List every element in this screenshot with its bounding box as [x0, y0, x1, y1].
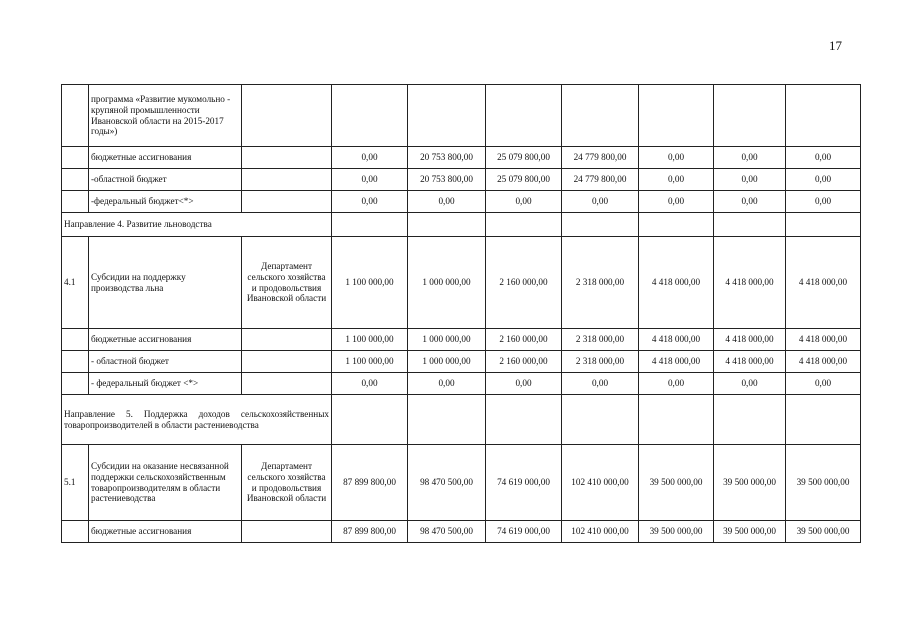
- empty-cell: [332, 85, 408, 147]
- value-cell: 4 418 000,00: [639, 329, 714, 351]
- empty-cell: [714, 213, 786, 237]
- value-cell: 98 470 500,00: [408, 521, 486, 543]
- value-cell: 0,00: [408, 191, 486, 213]
- empty-cell: [786, 213, 861, 237]
- table-row: [62, 395, 861, 445]
- value-cell: 0,00: [332, 169, 408, 191]
- table-row: [62, 521, 861, 543]
- executor-cell: [242, 147, 332, 169]
- row-number: 4.1: [62, 237, 89, 329]
- value-cell: 2 160 000,00: [486, 237, 562, 329]
- value-cell: 1 100 000,00: [332, 351, 408, 373]
- value-cell: 102 410 000,00: [562, 521, 639, 543]
- table-row: [62, 329, 861, 351]
- table-row: [62, 373, 861, 395]
- number-cell: [62, 373, 89, 395]
- empty-cell: [408, 213, 486, 237]
- empty-cell: [332, 213, 408, 237]
- table-row: [62, 191, 861, 213]
- value-cell: 2 318 000,00: [562, 237, 639, 329]
- value-cell: 0,00: [332, 191, 408, 213]
- number-cell: [62, 521, 89, 543]
- row-label: программа «Развитие мукомольно - крупяной промышленности Ивановской области на 2015-2017 годы»): [89, 85, 242, 147]
- row-label: бюджетные ассигнования: [89, 521, 242, 543]
- value-cell: 0,00: [786, 169, 861, 191]
- executor-cell: [242, 85, 332, 147]
- empty-cell: [486, 395, 562, 445]
- value-cell: 0,00: [714, 191, 786, 213]
- value-cell: 0,00: [332, 147, 408, 169]
- value-cell: 0,00: [562, 191, 639, 213]
- value-cell: 0,00: [408, 373, 486, 395]
- value-cell: 0,00: [714, 373, 786, 395]
- value-cell: 4 418 000,00: [714, 351, 786, 373]
- row-label: -федеральный бюджет<*>: [89, 191, 242, 213]
- value-cell: 74 619 000,00: [486, 521, 562, 543]
- value-cell: 87 899 800,00: [332, 445, 408, 521]
- value-cell: 0,00: [714, 169, 786, 191]
- executor-cell: Департамент сельского хозяйства и продовольствия Ивановской области: [242, 237, 332, 329]
- row-label: бюджетные ассигнования: [89, 147, 242, 169]
- empty-cell: [562, 85, 639, 147]
- value-cell: 4 418 000,00: [714, 329, 786, 351]
- number-cell: [62, 329, 89, 351]
- executor-cell: [242, 191, 332, 213]
- value-cell: 1 100 000,00: [332, 237, 408, 329]
- row-label: - федеральный бюджет <*>: [89, 373, 242, 395]
- empty-cell: [486, 213, 562, 237]
- value-cell: 0,00: [639, 373, 714, 395]
- value-cell: 0,00: [486, 373, 562, 395]
- row-label: -областной бюджет: [89, 169, 242, 191]
- number-cell: [62, 351, 89, 373]
- number-cell: [62, 85, 89, 147]
- value-cell: 4 418 000,00: [714, 237, 786, 329]
- value-cell: 0,00: [639, 147, 714, 169]
- executor-cell: Департамент сельского хозяйства и продовольствия Ивановской области: [242, 445, 332, 521]
- number-cell: [62, 191, 89, 213]
- value-cell: 0,00: [786, 373, 861, 395]
- value-cell: 1 000 000,00: [408, 329, 486, 351]
- value-cell: 24 779 800,00: [562, 147, 639, 169]
- value-cell: 39 500 000,00: [714, 521, 786, 543]
- page-number: 17: [829, 38, 842, 53]
- table-row: [62, 351, 861, 373]
- value-cell: 0,00: [786, 147, 861, 169]
- value-cell: 4 418 000,00: [639, 351, 714, 373]
- value-cell: 1 000 000,00: [408, 351, 486, 373]
- executor-cell: [242, 329, 332, 351]
- empty-cell: [714, 395, 786, 445]
- direction-heading: Направление 5. Поддержка доходов сельскохозяйственных товаропроизводителей в области растениеводства: [62, 395, 332, 445]
- value-cell: 1 100 000,00: [332, 329, 408, 351]
- value-cell: 4 418 000,00: [639, 237, 714, 329]
- row-label: Субсидии на поддержку производства льна: [89, 237, 242, 329]
- row-label: Субсидии на оказание несвязанной поддержки сельскохозяйственным товаропроизводителям в области растениеводства: [89, 445, 242, 521]
- empty-cell: [408, 395, 486, 445]
- empty-cell: [486, 85, 562, 147]
- empty-cell: [562, 395, 639, 445]
- value-cell: 2 160 000,00: [486, 351, 562, 373]
- value-cell: 20 753 800,00: [408, 147, 486, 169]
- table-row: [62, 445, 861, 521]
- empty-cell: [562, 213, 639, 237]
- value-cell: 2 318 000,00: [562, 351, 639, 373]
- value-cell: 74 619 000,00: [486, 445, 562, 521]
- value-cell: 0,00: [332, 373, 408, 395]
- value-cell: 0,00: [786, 191, 861, 213]
- value-cell: 20 753 800,00: [408, 169, 486, 191]
- direction-heading: Направление 4. Развитие льноводства: [62, 213, 332, 237]
- value-cell: 39 500 000,00: [639, 445, 714, 521]
- executor-cell: [242, 521, 332, 543]
- value-cell: 25 079 800,00: [486, 147, 562, 169]
- empty-cell: [786, 85, 861, 147]
- value-cell: 0,00: [639, 169, 714, 191]
- table-row: [62, 213, 861, 237]
- value-cell: 39 500 000,00: [639, 521, 714, 543]
- empty-cell: [408, 85, 486, 147]
- value-cell: 2 160 000,00: [486, 329, 562, 351]
- executor-cell: [242, 351, 332, 373]
- value-cell: 39 500 000,00: [714, 445, 786, 521]
- number-cell: [62, 169, 89, 191]
- value-cell: 1 000 000,00: [408, 237, 486, 329]
- value-cell: 24 779 800,00: [562, 169, 639, 191]
- empty-cell: [639, 85, 714, 147]
- executor-cell: [242, 169, 332, 191]
- value-cell: 2 318 000,00: [562, 329, 639, 351]
- row-label: бюджетные ассигнования: [89, 329, 242, 351]
- value-cell: 25 079 800,00: [486, 169, 562, 191]
- value-cell: 102 410 000,00: [562, 445, 639, 521]
- table-row: [62, 85, 861, 147]
- executor-cell: [242, 373, 332, 395]
- empty-cell: [639, 213, 714, 237]
- table-row: [62, 237, 861, 329]
- value-cell: 87 899 800,00: [332, 521, 408, 543]
- value-cell: 0,00: [486, 191, 562, 213]
- value-cell: 4 418 000,00: [786, 351, 861, 373]
- value-cell: 98 470 500,00: [408, 445, 486, 521]
- row-label: - областной бюджет: [89, 351, 242, 373]
- value-cell: 4 418 000,00: [786, 237, 861, 329]
- value-cell: 0,00: [639, 191, 714, 213]
- empty-cell: [639, 395, 714, 445]
- empty-cell: [786, 395, 861, 445]
- empty-cell: [714, 85, 786, 147]
- row-number: 5.1: [62, 445, 89, 521]
- table-row: [62, 147, 861, 169]
- value-cell: 4 418 000,00: [786, 329, 861, 351]
- number-cell: [62, 147, 89, 169]
- budget-table: [61, 84, 861, 543]
- empty-cell: [332, 395, 408, 445]
- table-row: [62, 169, 861, 191]
- value-cell: 39 500 000,00: [786, 521, 861, 543]
- value-cell: 0,00: [562, 373, 639, 395]
- value-cell: 39 500 000,00: [786, 445, 861, 521]
- value-cell: 0,00: [714, 147, 786, 169]
